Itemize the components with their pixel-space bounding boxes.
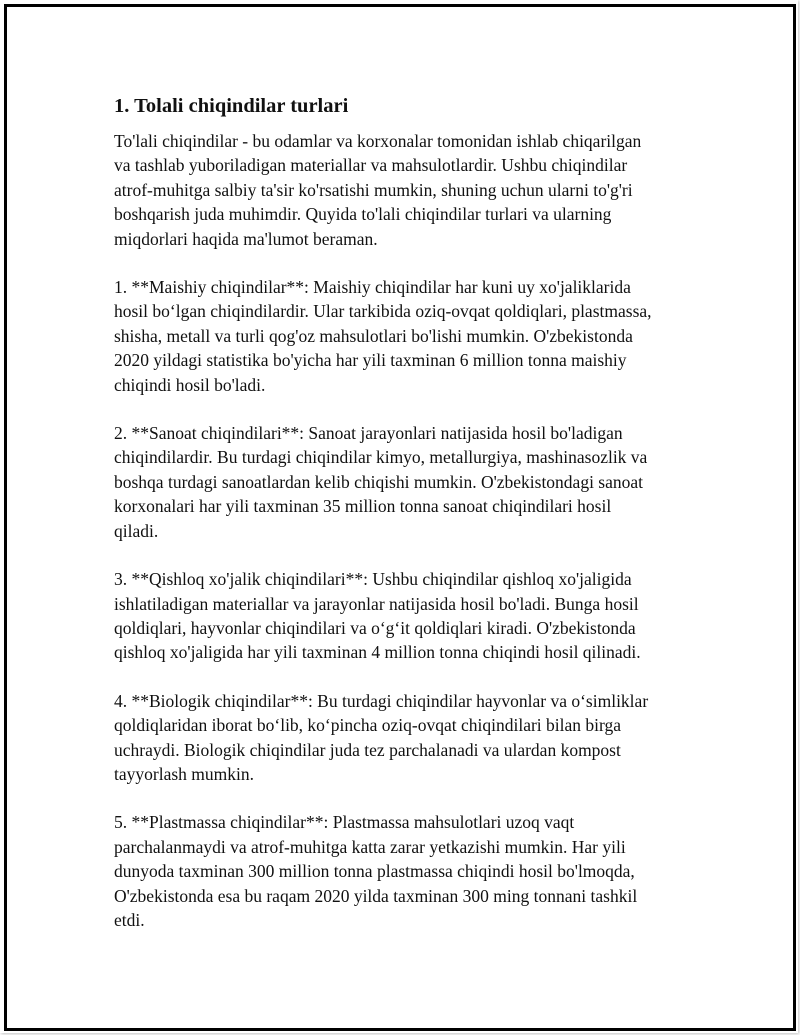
document-title: 1. Tolali chiqindilar turlari [114, 95, 349, 117]
text-line: qoldiqlaridan iborat bo‘lib, ko‘pincha oziq-ovqat chiqindilari bilan birga [114, 715, 622, 736]
text-line: 5. **Plastmassa chiqindilar**: Plastmassa mahsulotlari uzoq vaqt [114, 812, 575, 833]
paragraph-maishiy [114, 275, 714, 397]
text-line: korxonalari har yili taxminan 35 million tonna sanoat chiqindilari hosil [114, 496, 612, 517]
text-line: O'zbekistonda esa bu raqam 2020 yilda taxminan 300 ming tonnani tashkil [114, 885, 638, 906]
text-line: chiqindilardir. Bu turdagi chiqindilar kimyo, metallurgiya, mashinasozlik va [114, 447, 648, 468]
text-line: ishlatiladigan materiallar va jarayonlar natijasida hosil bo'ladi. Bunga hosil [114, 593, 639, 614]
text-line: va tashlab yuboriladigan materiallar va mahsulotlardir. Ushbu chiqindilar [114, 155, 628, 176]
text-line: uchraydi. Biologik chiqindilar juda tez parchalanadi va ulardan kompost [114, 739, 621, 760]
text-line: 4. **Biologik chiqindilar**: Bu turdagi chiqindilar hayvonlar va o‘simliklar [114, 690, 649, 711]
text-line: 2. **Sanoat chiqindilari**: Sanoat jarayonlari natijasida hosil bo'ladigan [114, 423, 623, 444]
text-line: 3. **Qishloq xo'jalik chiqindilari**: Ushbu chiqindilar qishloq xo'jaligida [114, 569, 632, 590]
paragraph-biologik [114, 689, 714, 787]
text-line: chiqindi hosil bo'ladi. [114, 374, 266, 395]
text-line: parchalanmaydi va atrof-muhitga katta zarar yetkazishi mumkin. Har yili [114, 836, 626, 857]
text-line: qoldiqlari, hayvonlar chiqindilari va o‘g‘it qoldiqlari kiradi. O'zbekistonda [114, 617, 636, 638]
document-body [114, 93, 714, 956]
text-line: etdi. [114, 909, 145, 930]
text-line: miqdorlari haqida ma'lumot beraman. [114, 228, 378, 249]
text-line: 2020 yildagi statistika bo'yicha har yili taxminan 6 million tonna maishiy [114, 350, 627, 371]
text-line: 1. **Maishiy chiqindilar**: Maishiy chiqindilar har kuni uy xo'jaliklarida [114, 277, 631, 298]
paragraph-plastmassa [114, 810, 714, 932]
text-line: qishloq xo'jaligida har yili taxminan 4 million tonna chiqindi hosil qilinadi. [114, 642, 641, 663]
text-line: boshqarish juda muhimdir. Quyida to'lali chiqindilar turlari va ularning [114, 204, 612, 225]
text-line: tayyorlash mumkin. [114, 763, 254, 784]
text-line: shisha, metall va turli qog'oz mahsulotlari bo'lishi mumkin. O'zbekistonda [114, 325, 633, 346]
text-line: boshqa turdagi sanoatlardan kelib chiqishi mumkin. O'zbekistondagi sanoat [114, 471, 644, 492]
text-line: hosil bo‘lgan chiqindilardir. Ular tarkibida oziq-ovqat qoldiqlari, plastmassa, [114, 301, 652, 322]
text-line: qiladi. [114, 520, 159, 541]
text-line: dunyoda taxminan 300 million tonna plastmassa chiqindi hosil bo'lmoqda, [114, 861, 635, 882]
text-line: atrof-muhitga salbiy ta'sir ko'rsatishi mumkin, shuning uchun ularni to'g'ri [114, 179, 633, 200]
text-line: To'lali chiqindilar - bu odamlar va korxonalar tomonidan ishlab chiqarilgan [114, 131, 642, 151]
paragraph-sanoat [114, 421, 714, 543]
paragraph-intro [114, 129, 714, 251]
paragraph-qishloq [114, 567, 714, 665]
